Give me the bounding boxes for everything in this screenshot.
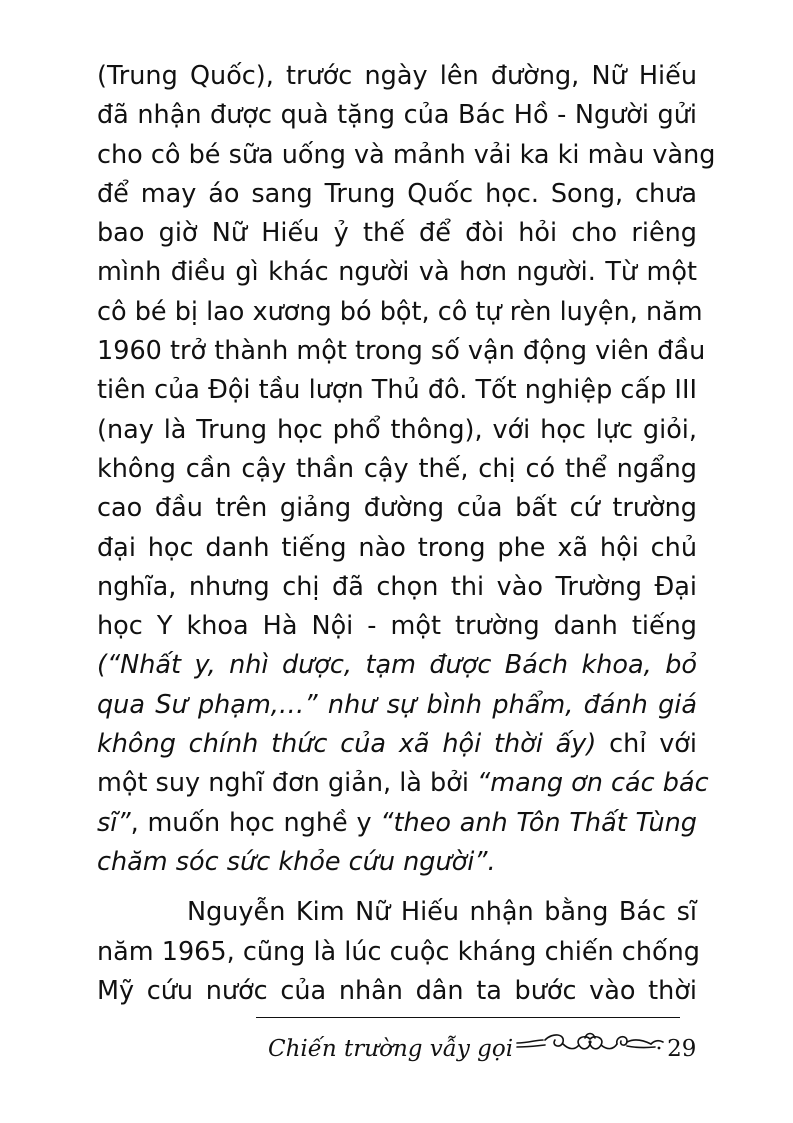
- text-line: (Trung Quốc), trước ngày lên đường, Nữ Hiếu: [97, 61, 697, 91]
- page-footer: [268, 1028, 696, 1062]
- text-line: nghĩa, nhưng chị đã chọn thi vào Trường Đại: [97, 571, 697, 602]
- text-line: cô bé bị lao xương bó bột, cô tự rèn luyện, năm: [97, 296, 703, 327]
- text-line: (nay là Trung học phổ thông), với học lực giỏi,: [97, 414, 697, 445]
- text-line: cho cô bé sữa uống và mảnh vải ka ki màu vàng: [97, 139, 716, 170]
- footer-rule: [256, 1017, 680, 1018]
- text-line: không chính thức của xã hội thời ấy) chỉ với: [97, 729, 697, 760]
- text-line: để may áo sang Trung Quốc học. Song, chưa: [97, 178, 697, 209]
- page-number: 29: [667, 1036, 697, 1062]
- paragraph-end-line: chăm sóc sức khỏe cứu người”.: [97, 846, 496, 877]
- text-line: không cần cậy thần cậy thế, chị có thể ngẩng: [97, 453, 697, 484]
- paragraph-start-line: Nguyễn Kim Nữ Hiếu nhận bằng Bác sĩ: [187, 897, 697, 928]
- text-line: bao giờ Nữ Hiếu ỷ thế để đòi hỏi cho riêng: [97, 218, 697, 249]
- text-line: 1960 trở thành một trong số vận động viên đầu: [97, 336, 706, 367]
- text-line-italic: qua Sư phạm,…” như sự bình phẩm, đánh giá: [97, 689, 697, 720]
- body-text: [97, 57, 716, 1011]
- text-line: Mỹ cứu nước của nhân dân ta bước vào thời: [97, 975, 697, 1006]
- text-line: tiên của Đội tầu lượn Thủ đô. Tốt nghiệp cấp III: [97, 375, 697, 406]
- text-line: sĩ”, muốn học nghề y “theo anh Tôn Thất Tùng: [97, 807, 697, 838]
- text-line: năm 1965, cũng là lúc cuộc kháng chiến chống: [97, 936, 700, 967]
- text-line: đại học danh tiếng nào trong phe xã hội chủ: [97, 532, 697, 563]
- text-line: cao đầu trên giảng đường của bất cứ trường: [97, 493, 697, 524]
- running-title: Chiến trường vẫy gọi: [268, 1036, 514, 1062]
- text-line: một suy nghĩ đơn giản, là bởi “mang ơn các bác: [97, 768, 709, 799]
- text-line: học Y khoa Hà Nội - một trường danh tiếng: [97, 611, 697, 642]
- text-line: đã nhận được quà tặng của Bác Hồ - Người gửi: [97, 100, 697, 131]
- text-line: mình điều gì khác người và hơn người. Từ một: [97, 257, 697, 288]
- floral-scroll-ornament-icon: [515, 1028, 665, 1070]
- text-line-italic: (“Nhất y, nhì dược, tạm được Bách khoa, bỏ: [97, 650, 697, 681]
